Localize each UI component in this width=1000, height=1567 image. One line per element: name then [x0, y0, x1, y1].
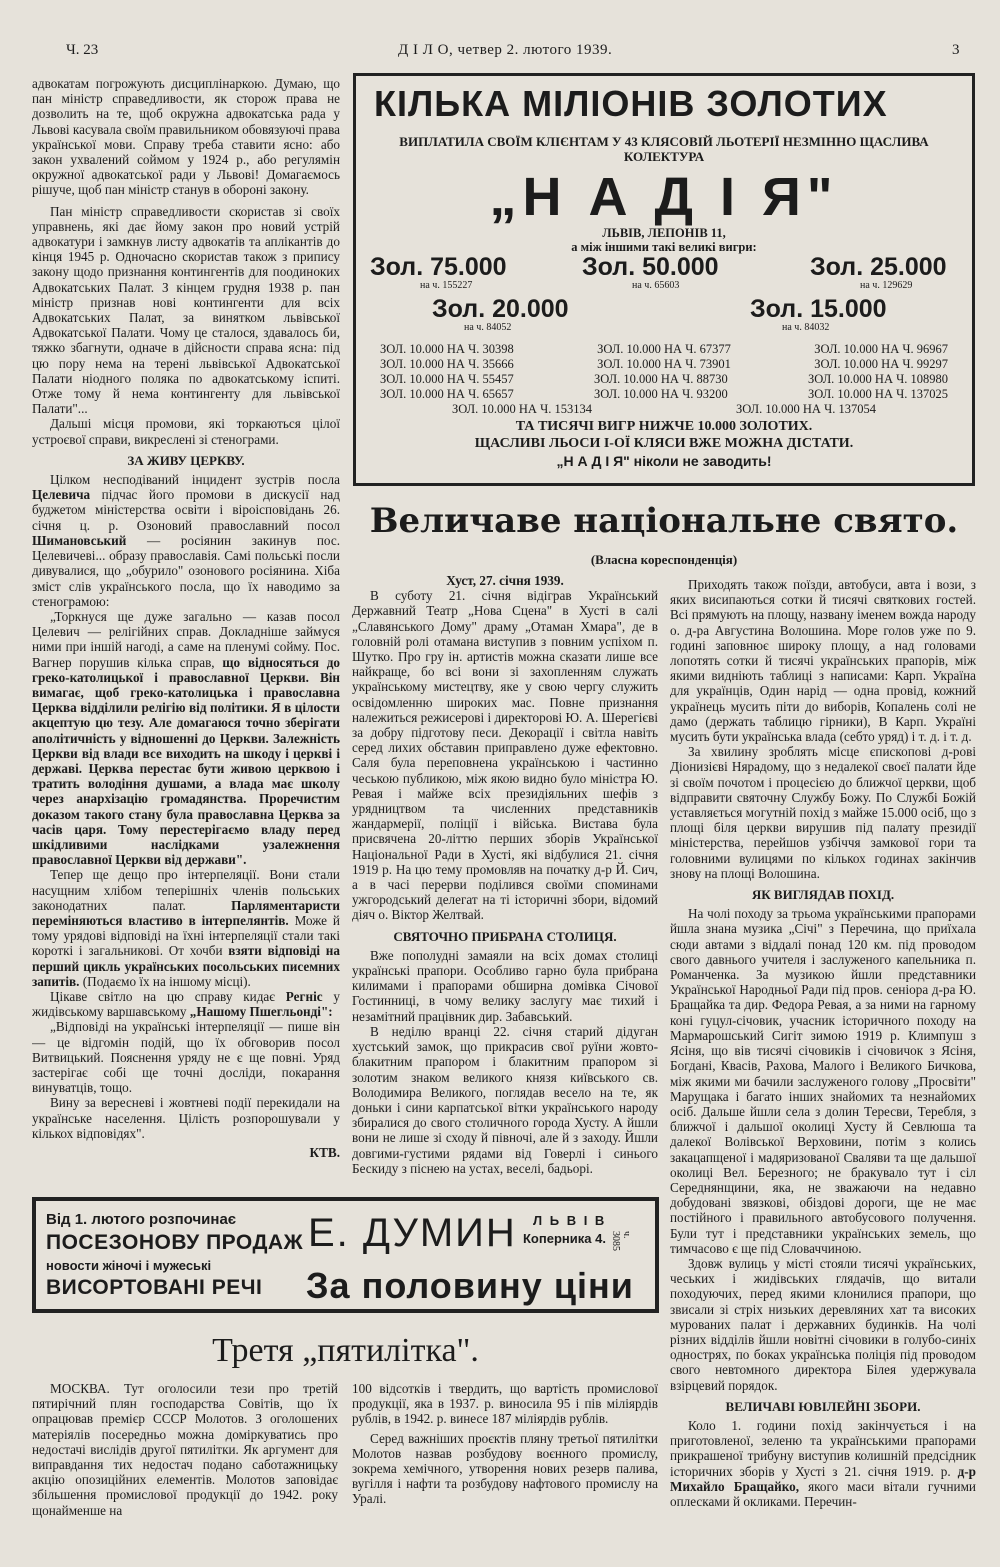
paragraph: Цілком несподіваний інцидент зустрів посла Целевича підчас його промови в дискусії над буджетом міністерства освіти і віроісповідань 26. січня ц. р. Озоновий православний посол Шимановський — росіянин закинув пос. Целевичеві... образу православія. Самі польські посли дивувалися, що „обурило" озонового росіянина. Хіба зміст слів українського посла, що їх наводимо за стенограмою:: [32, 472, 340, 609]
paragraph: За хвилину зроблять місце єпископові д-рові Діонизієві Нярадому, що з недалекої своєї палати йде зі своїм почотом і процесією до ближчої церкви, щоб відправити святочну Службу Божу. По Службі Божій уставляється могутній похід з майже 15.000 осіб, що з площі біля церкви вирушив під палату президії міністерства, перейшов узбіччя замкової гори та головними вулицями по кількох годинах закінчив знову на площі Волошина.: [670, 744, 976, 881]
big-win: Зол. 15.000 на ч. 84032: [750, 295, 887, 333]
plan-column-1: [32, 1381, 338, 1567]
section-heading: ЯК ВИГЛЯДАВ ПОХІД.: [751, 887, 895, 903]
section-heading: ВЕЛИЧАВІ ЮВІЛЕЙНІ ЗБОРИ.: [725, 1398, 921, 1414]
paragraph: Вину за вересневі і жовтневі події перекидали на українське населення. Цілість розпорошували у кількох відповідях".: [32, 1095, 340, 1141]
feast-column-1: [352, 573, 658, 1187]
section-heading: СВЯТОЧНО ПРИБРАНА СТОЛИЦЯ.: [393, 928, 617, 944]
ad-line: Від 1. лютого розпочинає: [46, 1211, 237, 1228]
lottery-advertisement: [353, 73, 975, 486]
paragraph: Здовж вулиць у місті стояли тисячі українських, чеських і жидівських глядачів, що витали походуючих, перед якими клонилися прапори, що звисали зі стріх низьких деревляних хат та високих мурованих палат і державних будинків. На чолі різних відділів йшли новітні січовики в голубо-синіх однострях, по боках українська поліція під проводом свого невтомного директора Білея удержувала взірцевий порядок.: [670, 1255, 976, 1393]
paragraph: На чолі походу за трьома українськими прапорами йшла знана музика „Січі" з Перечина, що приїхала сюди автами з віддалі понад 120 км. під проводом свого давнього учителя і заслуженого капельника п. Романченка. За музикою йшли представники Української Народньої Ради під пров. сеніора д-ра Ю. Бращайка та дир. Федора Ревая, а за ними на гарному коні гуцул-січовик, учасник історичного походу на Мармарошський Сигіт зимою 1919 р. Климпуш з Ясіня, що вів тисячі січовиків і січовичок з Ясіня, Богдані, Квасів, Рахова, Малого і Великого Бичкова, між якими ми бачили заслуженого голову „Просвіти" Марущака і багато інших знайомих та незнайомих осіб. Дальше йшли села з долин Тересви, Теребля, з ближчої і дальшої околиці Хусту й Севлюша та далекої Волівської Верховини, потім з колись закацапщеної і мадяризованої Сваляви та ще дальшої околиці Вел. Березного; не бракувало тут і сіл Середнянщини, яка, не зважаючи на недавно добудовані звязкові, обіздові дороги, ще не має постійного і правильного автобусового получення. Були тут і представники українських земель, що тимчасово є ще під Словаччиною.: [670, 906, 976, 1256]
big-wins: [370, 254, 958, 342]
paragraph: Серед важніших проєктів пляну третьої пятилітки Молотов назвав розбудову воєнного промислу, зокрема хемічного, утворення нових резерв палива, вугілля і нафти та розбудову нафтового промислу на Уралі.: [352, 1430, 658, 1507]
paragraph: адвокатам погрожують дисциплінаркою. Думаю, що пан міністр справедливости, як сторож права не дозволить на те, щоб окружна адвокатська рада у Львові касувала своїм правильником обовязуючі права української мови. Справу треба ставити ясно: або закон ухвалений соймом у 1924 р., або регулямін окружної адвокатської ради у Львові! Домагаємось рішуче, щоб пан міністр станув в обороні закону.: [32, 76, 340, 198]
page-number: 3: [952, 42, 960, 58]
paragraph: Тепер ще дещо про інтерпеляції. Вони стали насущним хлібом теперішніх членів польських законодатних палат. Парляментаристи переміняються властиво в інтерпелянтів. Може й тому урядові відповіді на їхні інтерпеляції стали такі короткі і загальникові. От хочби взяти відповіді на перший цикль українських посольських писемних запитів. (Подаємо їх на іншому місці).: [32, 867, 340, 989]
feast-byline: (Власна кореспонденція): [590, 552, 738, 567]
feast-column-2: [670, 577, 976, 1567]
paragraph: Цікаве світло на цю справу кидає Регніс у жидівському варшавському „Нашому Пшегльонді":: [32, 988, 340, 1020]
win-table: [370, 342, 958, 417]
ad-address: ЛЬВІВ, ЛЕПОНІВ 11,: [602, 226, 726, 240]
paragraph: Пан міністр справедливости скористав зі своїх управнень, які дає йому закон про новий устрій адвокатури і замкнув листу адвокатів та аплікантів до кінця 1945 р. Одночасно скористав також з припису закону щодо признання контингентів для поодиноких Адвокатських Палат. З кінцем грудня 1938 р. пан міністр признав нові контингенти для всіх Адвокатських Палат, за винятком львівської Адвокатської Палати. Чому це сталося, здавалось би, тяжко збагнути, одначе в дійсности справа ясна: під цю пору нема на терені львівської Адвокатської Палати ніодного поляка по адвокатському іспиті. Отже тому й нема контингенту для львівської Палати"...: [32, 203, 340, 417]
ad-code: ч. 3085: [610, 1231, 632, 1251]
dumyn-store-advertisement: [32, 1197, 659, 1313]
win-row: ЗОЛ. 10.000 НА Ч. 153134 ЗОЛ. 10.000 НА Ч. 137054: [452, 402, 876, 416]
quote-paragraph: „Відповіді на українські інтерпеляції — пише він — це відгомін подій, що їх обговорив посол Витвицький. Пояснення уряду не є ще повні. Уряд застерігає собі ще точні досліди, покарання винуватців, тощо.: [32, 1019, 340, 1096]
ad-line: ПОСЕЗОНОВУ ПРОДАЖ: [46, 1231, 304, 1254]
ad-slogan: „Н А Д І Я" ніколи не заводить!: [556, 453, 772, 469]
win-row: ЗОЛ. 10.000 НА Ч. 65657 ЗОЛ. 10.000 НА Ч. 93200 ЗОЛ. 10.000 НА Ч. 137025: [380, 387, 948, 401]
newspaper-dateline: Д І Л О, четвер 2. лютого 1939.: [398, 42, 613, 58]
paragraph: Дальші місця промови, які торкаються цілої устроєвої справи, викреслені зі стенограми.: [32, 416, 340, 447]
big-win: Зол. 50.000 на ч. 65603: [582, 253, 719, 291]
plan-column-2: [352, 1381, 658, 1567]
paragraph: Коло 1. години похід закінчується і на приготовленої, зеленю та українськими прапорами прикрашеної трибуну виступив колишній предсідник історичних зборів у Хусті з 21. січня 1919. р. д-р Михайло Бращайко, якого маси вітали гучними оплесками й окликами. Перечин-: [670, 1417, 976, 1509]
author-signature: КТВ.: [309, 1145, 340, 1161]
ad-line: ВИСОРТОВАНІ РЕЧІ: [46, 1276, 263, 1299]
ad-company-name: „Н А Д І Я": [489, 167, 839, 227]
win-row: ЗОЛ. 10.000 НА Ч. 55457 ЗОЛ. 10.000 НА Ч. 88730 ЗОЛ. 10.000 НА Ч. 108980: [380, 372, 948, 386]
section-heading: ЗА ЖИВУ ЦЕРКВУ.: [127, 452, 245, 468]
paragraph: В неділю вранці 22. січня старий дідуган хустський замок, що прикрасив свої руїни жовто-блакитним прапором і блакитним прапором зі золотим знаком великого князя київського св. Володимира Великого, поглядав весело на те, як доньки і сини карпатської вітки українського народу збиралися до свого столичного города Хусту. А йшли вони не лише зі сходу й півночі, але й з заходу. Йшли довгими-густими рядами від Говерлі і синього Бескиду з піснею на устах, веселі, бадьорі.: [352, 1023, 658, 1176]
store-street: Коперника 4.: [523, 1231, 606, 1246]
paragraph: Приходять також поїзди, автобуси, авта і вози, з яких висипаються сотки й тисячі святкових гостей. Всі прямують на площу, названу іменем вожда народу о. д-ра Августина Волошина. Море голов уже по 9. годині заповнює широку площу, а над головами лопотять сотки й тисячі українських прапорів, між якими видніють таблиці з написами: Карп. Україна для українців, Один нарід — одна провід, кожний українець мусить піти до виборів, Копалень солі не дамо (держать таблицю гірники), В Карп. Україні мусить бути українська влада (себто уряд) і т. д. і т. д.: [670, 577, 976, 745]
ad-line: новости жіночі і мужеські: [46, 1258, 212, 1273]
plan-article-title: Третя „пятилітка".: [212, 1332, 479, 1369]
paragraph: Вже пополудні замаяли на всіх домах столиці українські прапори. Особливо гарно була прибрана килимами і прапорами обширна домівка Січової Гостинниці, в чому велику заслугу має тихий і незамітний працівник дир. Забавський.: [352, 947, 658, 1024]
paragraph: 100 відсотків і твердить, що вартість промислової продукції, яка в 1937. р. виносила 95 і пів міліярдів рублів, в 1942. р. винесе 187 міліярдів рублів.: [352, 1381, 658, 1427]
ad-headline: КІЛЬКА МІЛІОНІВ ЗОЛОТИХ: [374, 83, 888, 124]
store-name: Е. ДУМИН: [308, 1211, 517, 1255]
feast-article-title: Величаве національне свято.: [369, 501, 959, 541]
big-win: Зол. 75.000 на ч. 155227: [370, 253, 507, 291]
left-column-article: [32, 76, 340, 1182]
win-row: ЗОЛ. 10.000 НА Ч. 30398 ЗОЛ. 10.000 НА Ч. 67377 ЗОЛ. 10.000 НА Ч. 96967: [380, 342, 948, 356]
page-header: [0, 42, 1000, 62]
store-city: Л Ь В І В: [533, 1213, 607, 1228]
paragraph: В суботу 21. січня відіграв Український Державний Театр „Нова Сцена" в Хусті в салі „Славянського Дому" драму „Отаман Хмара", де в головній ролі отамана виступив з повним успіхом п. Шутко. Про гру ін. артистів можна сказати лише все найкраще, бо всі вони зі захопленням служать українському мистецтву, яке у свою чергу служить освідомленню широких мас. Повне признання належиться режисерові і директорові Ю. А. Шерегієві за добру підготову песи. Декорації і світла навіть серед лихих обставин приправлено дуже ефектовно. Саля була переповнена українською і частинно чеською публикою, між якою видно було міністра Ю. Ревая і майже всіх президіяльних шефів з урядництвом та численних представників жандармерії, поліції і війська. Вистава була присвячена 20-літтю перших зборів Української Національної Ради в Хусті, які відбулися 21. січня 1919 р. На цю тему промовляв на початку д-р Й. Сич, а в часі перерви поділився своїми споминами ужгородський делегат на ті історичні збори, відомий діяч о. Віктор Желтвай.: [352, 588, 658, 923]
issue-number: Ч. 23: [66, 42, 99, 58]
paragraph: МОСКВА. Тут оголосили тези про третій пятирічний плян господарства Совітів, що їх опрацював премієр СССР Молотов. З оголошених матеріялів посередньо можна доміркуватись про недостачі вислідів другої пятилітки. Як аргумент для виправдання тих недостач подано саботажницьку акцію опозиційних елементів. Молотов заповідає збільшення промислової продукції до 1942. року щонайменше на: [32, 1381, 338, 1518]
ad-lucky: ЩАСЛИВІ ЛЬОСИ І-ОЇ КЛЯСИ ВЖЕ МОЖНА ДІСТАТИ.: [474, 436, 854, 451]
ad-among: а між іншими такі великі вигри:: [571, 240, 757, 254]
big-win: Зол. 20.000 на ч. 84052: [432, 295, 569, 333]
feast-dateline: Хуст, 27. січня 1939.: [446, 573, 564, 588]
ad-thousands: ТА ТИСЯЧІ ВИГР НИЖЧЕ 10.000 ЗОЛОТИХ.: [515, 419, 813, 434]
quote-paragraph: „Торкнуся ще дуже загально — казав посол Целевич — релігійних справ. Докладніше займуся ними при іншій нагоді, а саме на пленумі сойму. Пос. Вагнер порушив кілька справ, що відносяться до греко-католицької і православної Церкви. Він вимагає, щоб греко-католицька і православна Церква відділили релігію від політики. Я в цілости акцептую цю тезу. Але домагаюся точно зберігати аполітичність у відношенні до Церкви. Залежність Церкви від влади все виходить на шкоду і церкві і державі. Церква перестає бути живою церквою і тратить володіння душами, а влада має школу через анархізацію громадянства. Проречистим доказом такого стану була православна Церква за часів царя. Тому перестерігаємо владу перед шкідливими наслідками узалежнення православної Церкви від держави".: [32, 608, 340, 868]
win-row: ЗОЛ. 10.000 НА Ч. 35666 ЗОЛ. 10.000 НА Ч. 73901 ЗОЛ. 10.000 НА Ч. 99297: [380, 357, 948, 371]
big-win: Зол. 25.000 на ч. 129629: [810, 253, 947, 291]
store-slogan: За половину ціни: [306, 1265, 634, 1306]
ad-subline: ВИПЛАТИЛА СВОЇМ КЛІЄНТАМ У 43 КЛЯСОВІЙ ЛЬОТЕРІЇ НЕЗМІННО ЩАСЛИВА КОЛЕКТУРА: [399, 134, 929, 164]
